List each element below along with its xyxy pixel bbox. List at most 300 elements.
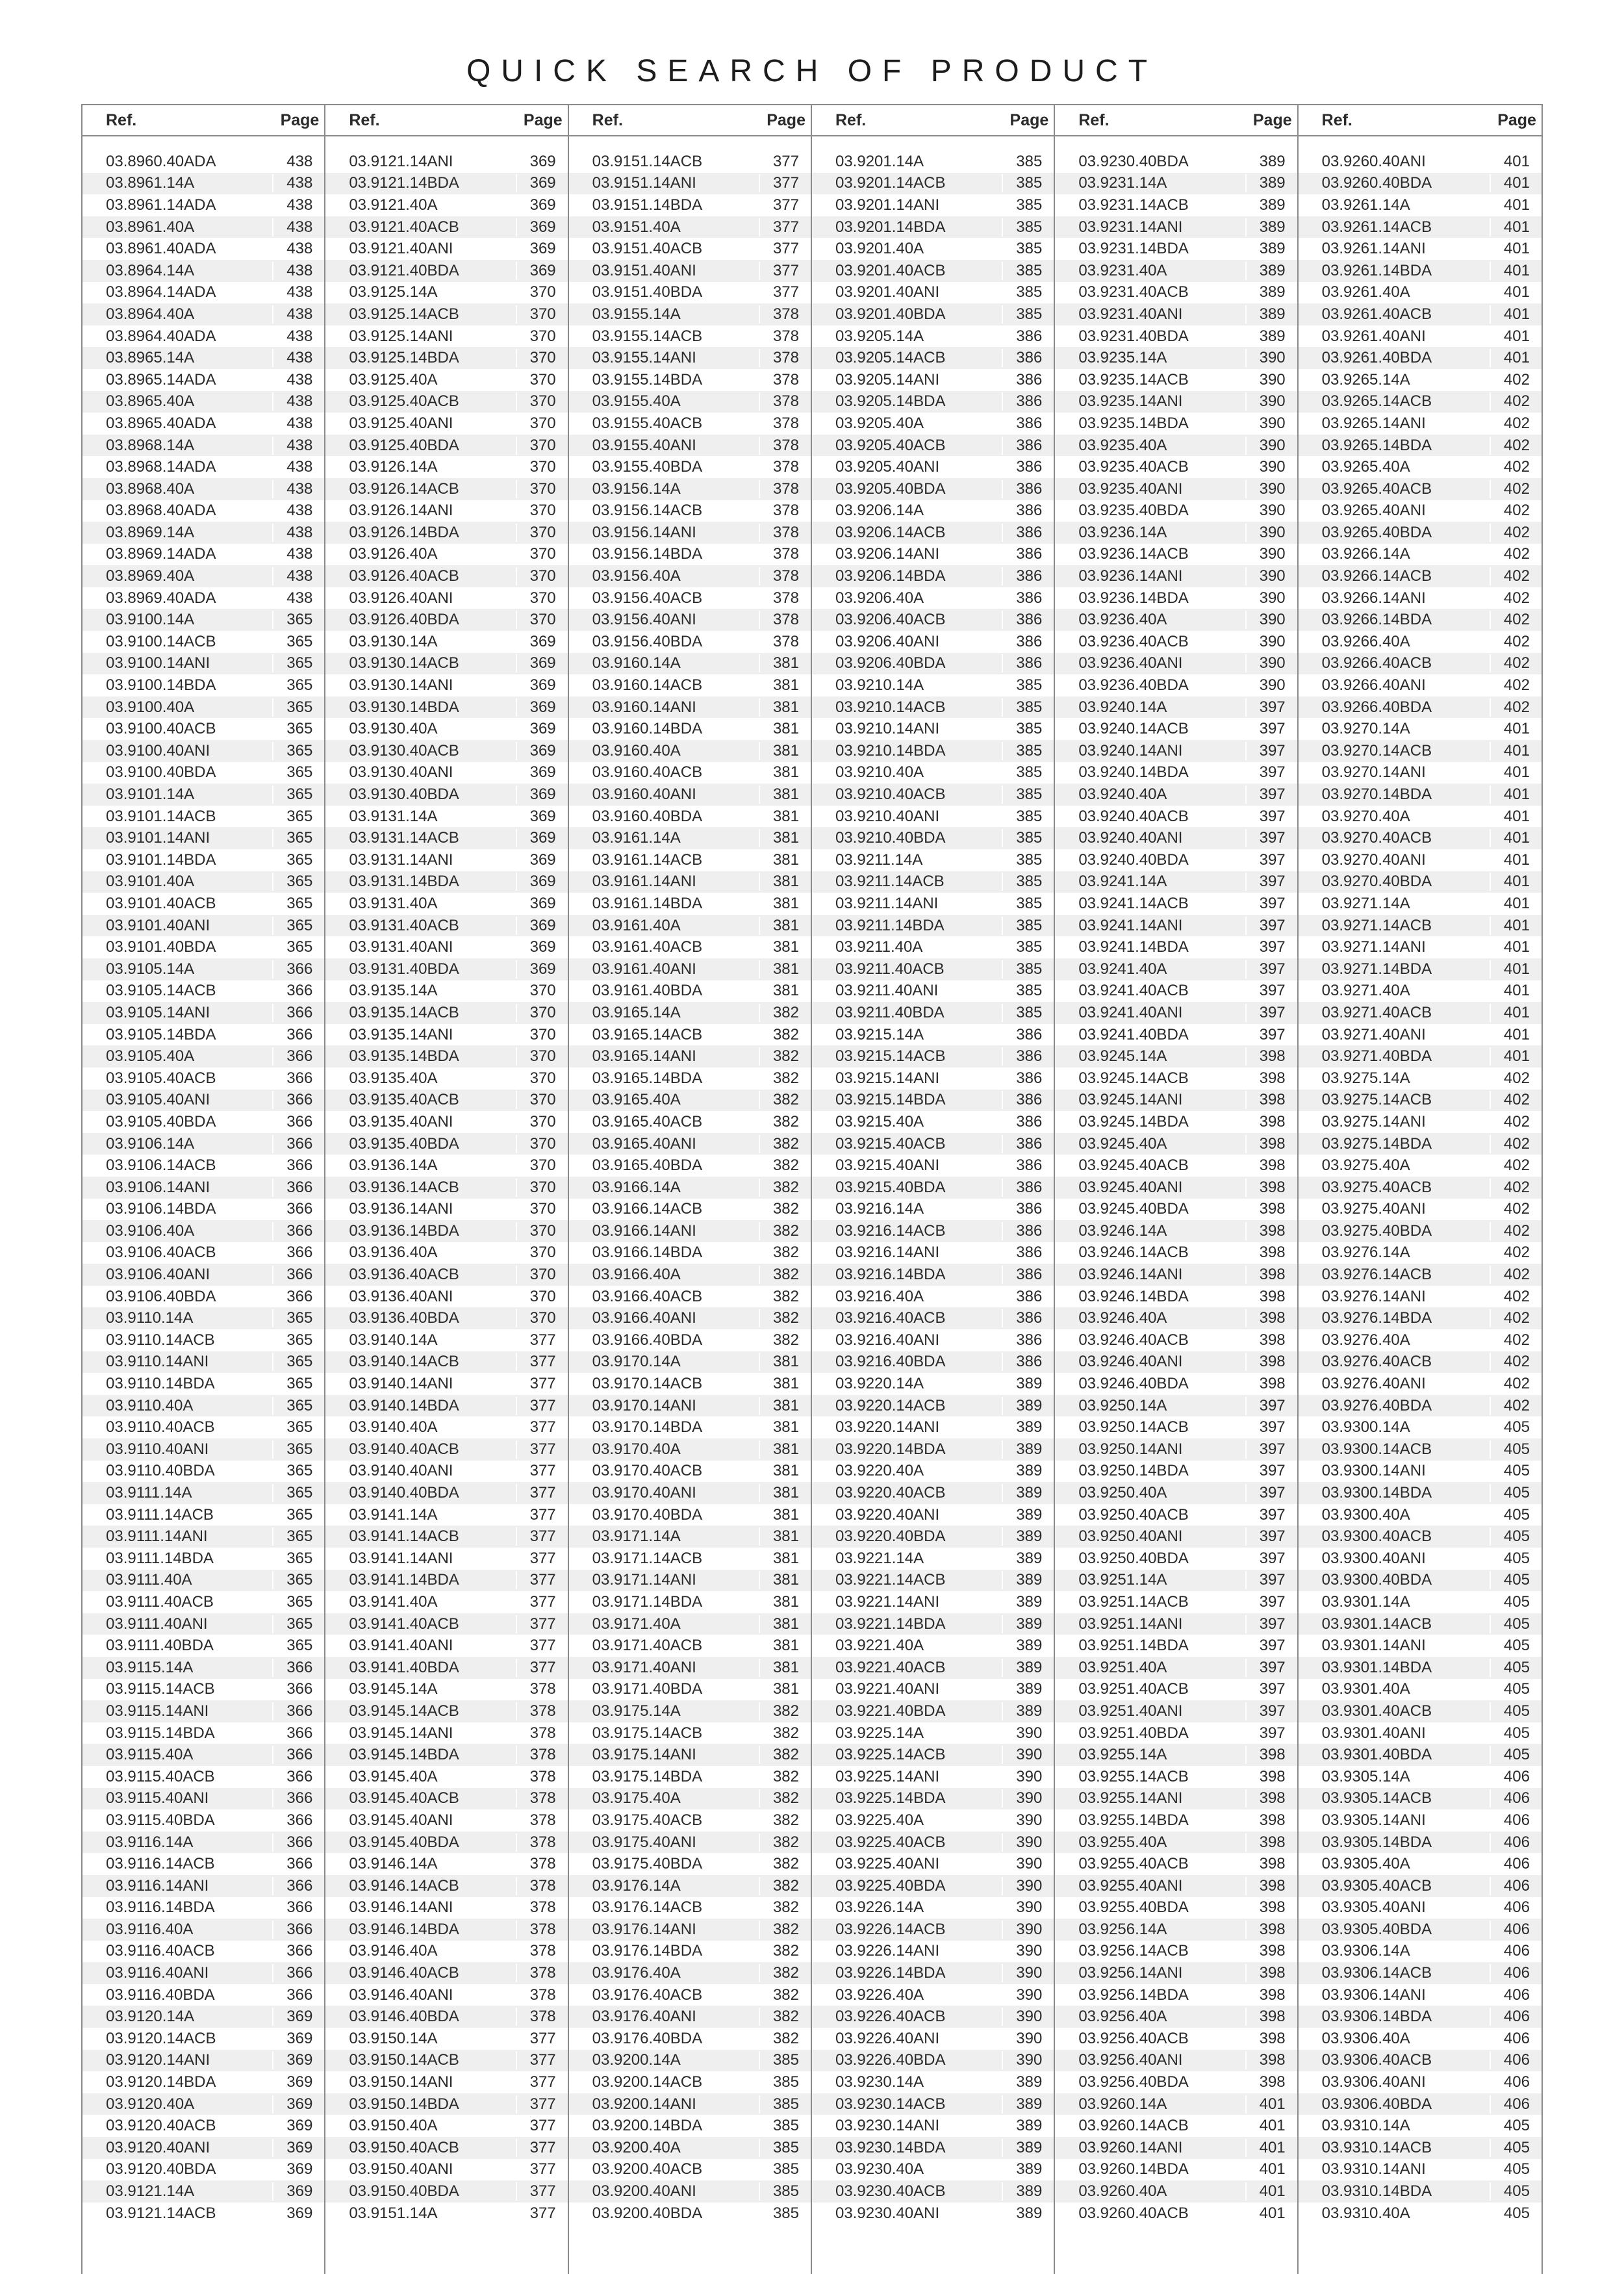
product-ref: 03.9251.14ACB: [1078, 1592, 1189, 1611]
table-row: [569, 893, 811, 915]
table-row: [569, 915, 811, 937]
table-row: [812, 216, 1054, 238]
product-ref: 03.9225.40ANI: [835, 1855, 940, 1873]
table-row: [1299, 1548, 1542, 1570]
table-row: [325, 2203, 567, 2225]
product-ref: 03.9121.40BDA: [349, 261, 459, 279]
product-ref: 03.9270.14BDA: [1321, 786, 1432, 804]
product-ref: 03.9276.40ACB: [1321, 1353, 1432, 1371]
table-row: [812, 1657, 1054, 1679]
product-ref: 03.9241.14A: [1078, 873, 1167, 891]
page-number: 405: [1490, 1724, 1542, 1743]
page-number: 378: [516, 1833, 568, 1852]
table-row: [569, 1177, 811, 1199]
product-ref: 03.9301.14ANI: [1321, 1637, 1426, 1655]
table-row: [812, 1220, 1054, 1242]
product-ref: 03.9100.40ANI: [106, 741, 210, 760]
table-row: [325, 478, 567, 500]
table-row: [1299, 674, 1542, 696]
table-row: [812, 391, 1054, 413]
page-number: 386: [1002, 1156, 1054, 1175]
product-ref: 03.9235.40A: [1078, 436, 1167, 454]
table-row: [812, 1679, 1054, 1701]
table-row: [569, 1657, 811, 1679]
table-row: [325, 958, 567, 980]
page-number: 366: [272, 982, 324, 1000]
product-ref: 03.9166.14A: [592, 1178, 681, 1196]
table-row: [1055, 631, 1297, 653]
table-row: [1299, 1177, 1542, 1199]
page-number: 389: [1245, 240, 1297, 258]
page-number: 401: [1490, 1004, 1542, 1022]
table-row: [325, 674, 567, 696]
product-ref: 03.9221.14ACB: [835, 1571, 946, 1589]
page-number: 386: [1002, 524, 1054, 542]
page-number: 378: [516, 1877, 568, 1895]
table-row: [812, 478, 1054, 500]
product-ref: 03.9261.14ACB: [1321, 218, 1432, 236]
page-number: 365: [272, 742, 324, 760]
table-row: [812, 806, 1054, 828]
table-row: [812, 456, 1054, 478]
table-row: [82, 173, 324, 195]
product-ref: 03.9236.14BDA: [1078, 589, 1189, 607]
table-row: [325, 1307, 567, 1329]
page-number: 405: [1490, 1506, 1542, 1524]
page-number: 389: [1002, 1550, 1054, 1568]
product-ref: 03.9250.40ACB: [1078, 1505, 1189, 1524]
page-number: 381: [759, 1397, 811, 1415]
product-ref: 03.9265.40A: [1321, 458, 1410, 476]
page-number: 401: [1490, 851, 1542, 869]
table-row: [1055, 1461, 1297, 1483]
table-row: [325, 1155, 567, 1177]
page-number: 382: [759, 1222, 811, 1240]
page-number: 438: [272, 153, 324, 171]
product-ref: 03.9130.14BDA: [349, 698, 459, 716]
page-number: 365: [272, 1484, 324, 1502]
page-number: 378: [759, 305, 811, 324]
table-row: [569, 1897, 811, 1919]
page-number: 438: [272, 458, 324, 476]
page-number: 377: [516, 2051, 568, 2069]
row-list: [569, 151, 811, 2224]
page-number: 390: [1002, 1811, 1054, 1830]
page-number: 378: [759, 415, 811, 433]
table-row: [1055, 565, 1297, 587]
product-ref: 03.9161.14BDA: [592, 894, 703, 912]
table-row: [569, 1199, 811, 1221]
page-number: 406: [1490, 1789, 1542, 1808]
page-number: 406: [1490, 2030, 1542, 2048]
table-row: [1055, 2006, 1297, 2028]
page-number: 402: [1490, 392, 1542, 411]
product-ref: 03.9126.14BDA: [349, 523, 459, 541]
table-row: [1055, 1351, 1297, 1373]
page-number: 385: [1002, 1004, 1054, 1022]
page-number: 378: [759, 611, 811, 629]
table-row: [1055, 696, 1297, 719]
product-ref: 03.9301.40A: [1321, 1680, 1410, 1698]
product-ref: 03.9201.40A: [835, 240, 924, 258]
product-ref: 03.9210.40ANI: [835, 807, 940, 825]
table-row: [325, 1875, 567, 1897]
table-row: [325, 1024, 567, 1046]
product-ref: 03.9215.14ANI: [835, 1069, 940, 1087]
page-number: 386: [1002, 1026, 1054, 1044]
product-ref: 03.9215.40A: [835, 1112, 924, 1131]
page-number: 389: [1002, 1375, 1054, 1393]
product-ref: 03.9171.14BDA: [592, 1592, 703, 1611]
table-row: [1055, 2115, 1297, 2137]
page-number: 381: [759, 982, 811, 1000]
table-row: [812, 1788, 1054, 1810]
product-ref: 03.9126.14A: [349, 458, 438, 476]
page-number: 370: [516, 349, 568, 367]
product-ref: 03.8961.14ADA: [106, 196, 216, 214]
table-row: [1299, 347, 1542, 369]
page-number: 385: [759, 2204, 811, 2223]
page-number: 377: [516, 1353, 568, 1371]
product-ref: 03.9125.14BDA: [349, 349, 459, 367]
page-number: 385: [1002, 196, 1054, 214]
table-row: [569, 456, 811, 478]
page-number: 402: [1490, 1179, 1542, 1197]
product-ref: 03.9305.40ANI: [1321, 1898, 1426, 1917]
page-number: 402: [1490, 654, 1542, 672]
page-number: 402: [1490, 1222, 1542, 1240]
page-number: 397: [1245, 1418, 1297, 1437]
product-ref: 03.9115.40ANI: [106, 1789, 209, 1808]
table-row: [1299, 2137, 1542, 2159]
page-number: 366: [272, 1266, 324, 1284]
table-row: [82, 849, 324, 871]
page-number: 378: [516, 1724, 568, 1743]
page-number: 386: [1002, 1244, 1054, 1262]
table-row: [325, 1679, 567, 1701]
product-ref: 03.8964.40A: [106, 305, 195, 323]
product-ref: 03.9116.14BDA: [106, 1898, 215, 1917]
product-ref: 03.9135.14A: [349, 982, 438, 1000]
page-number: 386: [1002, 437, 1054, 455]
page-number: 378: [759, 458, 811, 476]
page-number: 378: [759, 349, 811, 367]
page-number: 377: [759, 240, 811, 258]
product-ref: 03.9156.40ACB: [592, 589, 703, 607]
page-number: 369: [516, 808, 568, 826]
page-number: 401: [1245, 2095, 1297, 2114]
page-number: 401: [1490, 240, 1542, 258]
table-row: [812, 1766, 1054, 1788]
table-row: [325, 303, 567, 326]
table-row: [82, 194, 324, 216]
page-number: 366: [272, 1702, 324, 1720]
page-number: 398: [1245, 1833, 1297, 1852]
product-ref: 03.9140.14A: [349, 1331, 438, 1349]
page-number: 405: [1490, 2182, 1542, 2201]
product-ref: 03.9241.40BDA: [1078, 1025, 1189, 1043]
page-number: 386: [1002, 1135, 1054, 1153]
index-column: [1055, 104, 1298, 2274]
product-ref: 03.9216.14A: [835, 1200, 924, 1218]
page-number: 369: [516, 262, 568, 280]
table-row: [325, 2071, 567, 2093]
table-row: [1055, 893, 1297, 915]
page-number: 377: [516, 1397, 568, 1415]
product-ref: 03.9150.14ACB: [349, 2051, 459, 2069]
product-ref: 03.9130.14ANI: [349, 676, 453, 695]
product-ref: 03.9235.14BDA: [1078, 414, 1189, 432]
table-row: [82, 347, 324, 369]
product-ref: 03.9120.14A: [106, 2008, 195, 2026]
page-number: 389: [1245, 174, 1297, 192]
product-ref: 03.9230.40A: [835, 2160, 924, 2178]
product-ref: 03.9246.40ACB: [1078, 1331, 1189, 1349]
table-row: [82, 1832, 324, 1854]
product-ref: 03.9206.40ACB: [835, 611, 946, 629]
page-header: Page: [523, 110, 563, 129]
ref-header: Ref.: [592, 110, 623, 129]
table-row: [325, 915, 567, 937]
product-ref: 03.9255.14BDA: [1078, 1811, 1189, 1829]
table-row: [325, 1635, 567, 1657]
page-number: 402: [1490, 1309, 1542, 1327]
table-row: [82, 806, 324, 828]
page-number: 386: [1002, 589, 1054, 607]
product-ref: 03.9300.40ANI: [1321, 1549, 1426, 1567]
page-number: 366: [272, 1898, 324, 1917]
page-number: 378: [516, 1702, 568, 1720]
page-number: 405: [1490, 2204, 1542, 2223]
table-row: [569, 980, 811, 1003]
page-number: 401: [1490, 763, 1542, 782]
table-row: [812, 784, 1054, 806]
page-number: 385: [1002, 786, 1054, 804]
product-ref: 03.9115.14ACB: [106, 1680, 215, 1698]
page-number: 389: [1002, 1702, 1054, 1720]
table-row: [82, 1067, 324, 1090]
page-number: 382: [759, 1986, 811, 2004]
page-number: 406: [1490, 1768, 1542, 1786]
product-ref: 03.9136.14ANI: [349, 1200, 453, 1218]
product-ref: 03.9145.40A: [349, 1767, 438, 1785]
product-ref: 03.9200.14ANI: [592, 2095, 696, 2113]
page-number: 402: [1490, 1353, 1542, 1371]
table-row: [82, 696, 324, 719]
page-number: 438: [272, 545, 324, 563]
product-ref: 03.9160.14ACB: [592, 676, 703, 695]
table-row: [1055, 1766, 1297, 1788]
table-row: [1055, 915, 1297, 937]
table-row: [812, 1264, 1054, 1286]
table-row: [82, 1177, 324, 1199]
table-row: [569, 1002, 811, 1024]
table-row: [569, 1919, 811, 1941]
product-ref: 03.9110.40BDA: [106, 1462, 215, 1480]
product-ref: 03.8968.40A: [106, 479, 195, 498]
page-number: 378: [759, 567, 811, 585]
page-number: 377: [759, 283, 811, 301]
table-row: [812, 674, 1054, 696]
table-row: [569, 587, 811, 609]
page-number: 390: [1245, 611, 1297, 629]
table-row: [812, 827, 1054, 849]
product-ref: 03.9155.14A: [592, 305, 681, 323]
product-ref: 03.9101.14A: [106, 786, 195, 804]
table-row: [325, 1832, 567, 1854]
product-ref: 03.9145.14A: [349, 1680, 438, 1698]
product-ref: 03.9211.14BDA: [835, 916, 945, 934]
product-index-table: [81, 104, 1543, 2274]
table-row: [1299, 1002, 1542, 1024]
page-number: 365: [272, 763, 324, 782]
product-ref: 03.9156.14ACB: [592, 502, 703, 520]
page-number: 385: [1002, 873, 1054, 891]
table-row: [812, 1351, 1054, 1373]
product-ref: 03.9215.14ACB: [835, 1047, 946, 1066]
table-row: [325, 1416, 567, 1438]
page-number: 378: [516, 1942, 568, 1960]
table-row: [1299, 522, 1542, 544]
table-row: [1055, 1591, 1297, 1613]
page-number: 398: [1245, 1200, 1297, 1218]
product-ref: 03.9255.40ACB: [1078, 1855, 1189, 1873]
table-row: [1299, 2115, 1542, 2137]
product-ref: 03.9120.40BDA: [106, 2160, 216, 2178]
product-ref: 03.9165.14BDA: [592, 1069, 703, 1087]
page-number: 401: [1490, 917, 1542, 935]
product-ref: 03.9156.14A: [592, 479, 681, 498]
page-number: 382: [759, 1288, 811, 1306]
page-number: 397: [1245, 1462, 1297, 1480]
table-row: [82, 784, 324, 806]
table-row: [812, 762, 1054, 784]
table-row: [1299, 1461, 1542, 1483]
table-row: [1055, 435, 1297, 457]
table-row: [1055, 1635, 1297, 1657]
page-number: 366: [272, 1659, 324, 1677]
table-row: [1055, 1679, 1297, 1701]
page-number: 377: [516, 1571, 568, 1589]
page-number: 398: [1245, 1069, 1297, 1088]
table-row: [1055, 1570, 1297, 1592]
table-row: [325, 1984, 567, 2006]
table-row: [1299, 1635, 1542, 1657]
page-number: 390: [1245, 458, 1297, 476]
product-ref: 03.9220.14ACB: [835, 1396, 946, 1414]
table-row: [1055, 827, 1297, 849]
page-number: 406: [1490, 2051, 1542, 2069]
table-row: [1299, 391, 1542, 413]
page-number: 438: [272, 218, 324, 236]
table-row: [1055, 2071, 1297, 2093]
table-row: [569, 1809, 811, 1832]
product-ref: 03.9170.40BDA: [592, 1505, 703, 1524]
table-row: [569, 1591, 811, 1613]
table-row: [325, 827, 567, 849]
page-number: 402: [1490, 698, 1542, 717]
table-row: [1055, 2203, 1297, 2225]
table-row: [1299, 369, 1542, 391]
table-row: [1299, 1788, 1542, 1810]
product-ref: 03.9301.14BDA: [1321, 1658, 1432, 1676]
product-ref: 03.9231.14A: [1078, 174, 1167, 192]
page-number: 369: [516, 938, 568, 956]
page-number: 382: [759, 1855, 811, 1873]
product-ref: 03.9211.40BDA: [835, 1003, 945, 1021]
product-ref: 03.9266.40ACB: [1321, 654, 1432, 672]
page-number: 377: [516, 1375, 568, 1393]
page-number: 369: [272, 2139, 324, 2157]
page-number: 386: [1002, 371, 1054, 389]
page-number: 378: [759, 327, 811, 346]
table-row: [1055, 238, 1297, 260]
table-row: [325, 1286, 567, 1308]
table-row: [569, 1024, 811, 1046]
product-ref: 03.9260.14A: [1078, 2095, 1167, 2113]
page-number: 389: [1002, 1593, 1054, 1611]
page-number: 378: [759, 524, 811, 542]
page-number: 382: [759, 1702, 811, 1720]
product-ref: 03.9105.40BDA: [106, 1112, 216, 1131]
table-row: [812, 631, 1054, 653]
product-ref: 03.9140.14ANI: [349, 1375, 453, 1393]
table-row: [325, 1177, 567, 1199]
table-row: [1299, 1700, 1542, 1722]
table-row: [325, 1941, 567, 1963]
page-number: 366: [272, 1200, 324, 1218]
page-number: 438: [272, 283, 324, 301]
page-number: 397: [1245, 1659, 1297, 1677]
product-ref: 03.9176.40ACB: [592, 1986, 703, 2004]
column-header: [1055, 104, 1297, 136]
table-row: [1299, 260, 1542, 282]
product-ref: 03.9305.14ACB: [1321, 1789, 1432, 1808]
table-row: [82, 762, 324, 784]
page-number: 385: [1002, 742, 1054, 760]
page-number: 402: [1490, 611, 1542, 629]
page-number: 370: [516, 1047, 568, 1066]
page-number: 381: [759, 1680, 811, 1698]
page-number: 438: [272, 196, 324, 214]
page-number: 370: [516, 1091, 568, 1109]
product-ref: 03.9155.40ACB: [592, 414, 703, 432]
product-ref: 03.9136.40ANI: [349, 1287, 453, 1305]
table-row: [1055, 1504, 1297, 1526]
product-ref: 03.9141.14A: [349, 1505, 438, 1524]
table-row: [569, 1766, 811, 1788]
page-number: 369: [516, 763, 568, 782]
product-ref: 03.9235.14A: [1078, 349, 1167, 367]
product-ref: 03.9155.14ANI: [592, 349, 696, 367]
page-number: 438: [272, 589, 324, 607]
product-ref: 03.9256.14ACB: [1078, 1942, 1189, 1960]
table-row: [325, 369, 567, 391]
page-number: 402: [1490, 1266, 1542, 1284]
page-number: 402: [1490, 1200, 1542, 1218]
page-number: 378: [516, 1986, 568, 2004]
page-number: 398: [1245, 2008, 1297, 2026]
page-header: Page: [1497, 110, 1536, 129]
product-ref: 03.9106.40ACB: [106, 1244, 216, 1262]
product-ref: 03.9226.40A: [835, 1986, 924, 2004]
table-row: [82, 1788, 324, 1810]
product-ref: 03.9125.40A: [349, 370, 438, 389]
product-ref: 03.9216.14ANI: [835, 1244, 940, 1262]
product-ref: 03.9146.14ANI: [349, 1898, 453, 1917]
index-column: [1299, 104, 1542, 2274]
product-ref: 03.9205.40ANI: [835, 458, 940, 476]
